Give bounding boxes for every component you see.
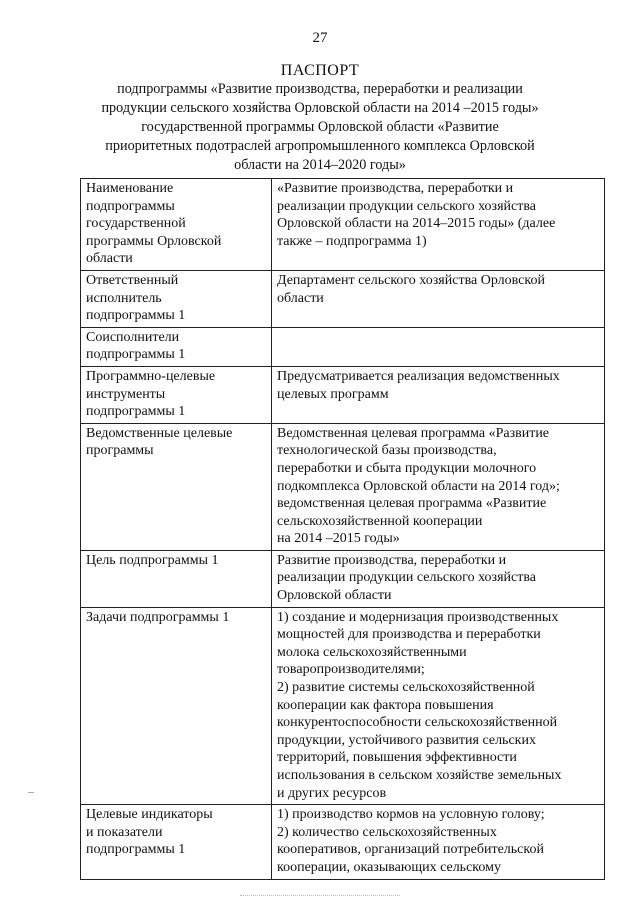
row-value-line: кооперации как фактора повышения — [277, 697, 494, 713]
row-value-line: мощностей для производства и переработки — [277, 627, 541, 643]
row-value-line: 1) производство кормов на условную голову; — [277, 807, 545, 823]
row-label-line: исполнитель — [86, 290, 162, 306]
row-value-line: Департамент сельского хозяйства Орловской — [277, 272, 545, 288]
document-title: ПАСПОРТ — [280, 62, 360, 79]
passport-table — [80, 178, 605, 880]
row-value-line: 1) создание и модернизация производственных — [277, 609, 559, 625]
row-value-line: территорий, повышения эффективности — [277, 750, 517, 766]
row-value-line: Орловской области — [277, 588, 392, 604]
row-value-line: использования в сельском хозяйстве земельных — [277, 768, 562, 783]
row-label-line: подпрограммы 1 — [86, 842, 186, 858]
row-value-line: сельскохозяйственной кооперации — [277, 513, 483, 529]
row-value-line: кооперации, оказывающих сельскому — [277, 859, 501, 875]
row-label-line: подпрограммы 1 — [86, 308, 186, 324]
row-label-line: Ведомственные целевые — [86, 425, 233, 441]
row-label-line: Цель подпрограммы 1 — [86, 552, 219, 568]
row-label-cell — [81, 366, 272, 423]
row-value-cell — [272, 805, 605, 879]
row-value-line: целевых программ — [277, 386, 389, 402]
row-label-cell — [81, 179, 272, 271]
row-value-line: реализации продукции сельского хозяйства — [277, 570, 536, 586]
table-row — [81, 550, 605, 607]
table-row — [81, 327, 605, 366]
subtitle-line: государственной программы Орловской области «Развитие — [141, 119, 499, 135]
row-label-line: инструменты — [86, 386, 166, 402]
row-value-cell — [272, 270, 605, 327]
row-value-line: переработки и сбыта продукции молочного — [277, 460, 537, 476]
row-value-line: технологической базы производства, — [277, 443, 497, 459]
subtitle-line: приоритетных подотраслей агропромышленного комплекса Орловской — [105, 138, 535, 154]
row-label-line: подпрограммы 1 — [86, 347, 186, 363]
row-value-line: на 2014 –2015 годы» — [277, 531, 400, 547]
table-row — [81, 607, 605, 805]
row-label-cell — [81, 550, 272, 607]
row-label-line: подпрограммы 1 — [86, 404, 186, 420]
row-label-cell — [81, 607, 272, 805]
row-value-line: области — [277, 290, 324, 306]
row-label-line: подпрограммы — [86, 198, 175, 214]
scan-edge-mark — [28, 792, 34, 793]
row-value-cell — [272, 327, 605, 366]
document-subtitle — [95, 80, 545, 175]
row-value-line: ведомственная целевая программа «Развитие — [277, 496, 547, 512]
row-value-cell — [272, 550, 605, 607]
row-label-line: Программно-целевые — [86, 368, 216, 384]
row-label-line: области — [86, 251, 133, 267]
row-label-cell — [81, 805, 272, 879]
subtitle-line: продукции сельского хозяйства Орловской области на 2014 –2015 годы» — [101, 100, 539, 116]
passport-table-body — [81, 179, 605, 880]
table-row — [81, 366, 605, 423]
table-row — [81, 423, 605, 550]
row-label-line: Ответственный — [86, 272, 179, 288]
table-row — [81, 179, 605, 271]
row-value-line: кооперативов, организаций потребительской — [277, 842, 544, 858]
page-number: 27 — [312, 30, 328, 46]
subtitle-line: области на 2014–2020 годы» — [234, 157, 406, 173]
row-value-line: Орловской области на 2014–2015 годы» (далее — [277, 216, 556, 232]
row-value-line: «Развитие производства, переработки и — [277, 181, 514, 196]
row-value-cell — [272, 423, 605, 550]
row-value-line: 2) развитие системы сельскохозяйственной — [277, 680, 535, 696]
row-label-line: программы Орловской — [86, 233, 222, 249]
row-label-cell — [81, 270, 272, 327]
row-value-line: молока сельскохозяйственными — [277, 644, 467, 660]
subtitle-line: подпрограммы «Развитие производства, переработки и реализации — [117, 81, 523, 97]
row-label-line: программы — [86, 443, 154, 459]
row-value-line: реализации продукции сельского хозяйства — [277, 198, 536, 214]
table-row — [81, 270, 605, 327]
row-value-cell — [272, 366, 605, 423]
table-row — [81, 805, 605, 879]
row-value-line: 2) количество сельскохозяйственных — [277, 824, 497, 840]
row-value-line: Ведомственная целевая программа «Развитие — [277, 425, 550, 441]
row-label-line: Задачи подпрограммы 1 — [86, 609, 230, 625]
row-label-line: и показатели — [86, 824, 163, 840]
row-value-line: конкурентоспособности сельскохозяйственной — [277, 715, 558, 731]
row-value-cell — [272, 179, 605, 271]
row-label-line: Целевые индикаторы — [86, 807, 213, 823]
row-value-line: подкомплекса Орловской области на 2014 год»; — [277, 478, 560, 494]
row-value-line: продукции, устойчивого развития сельских — [277, 732, 536, 748]
row-label-line: Наименование — [86, 181, 174, 196]
row-label-cell — [81, 423, 272, 550]
row-value-line: Развитие производства, переработки и — [277, 552, 507, 568]
row-label-line: государственной — [86, 216, 186, 232]
row-value-line: Предусматривается реализация ведомственных — [277, 368, 560, 384]
row-value-line: также – подпрограмма 1) — [277, 233, 427, 249]
row-value-line: и других ресурсов — [277, 785, 387, 801]
scan-bottom-dots — [240, 895, 400, 897]
row-value-cell — [272, 607, 605, 805]
row-value-line: товаропроизводителями; — [277, 662, 425, 678]
row-label-cell — [81, 327, 272, 366]
row-label-line: Соисполнители — [86, 329, 180, 345]
